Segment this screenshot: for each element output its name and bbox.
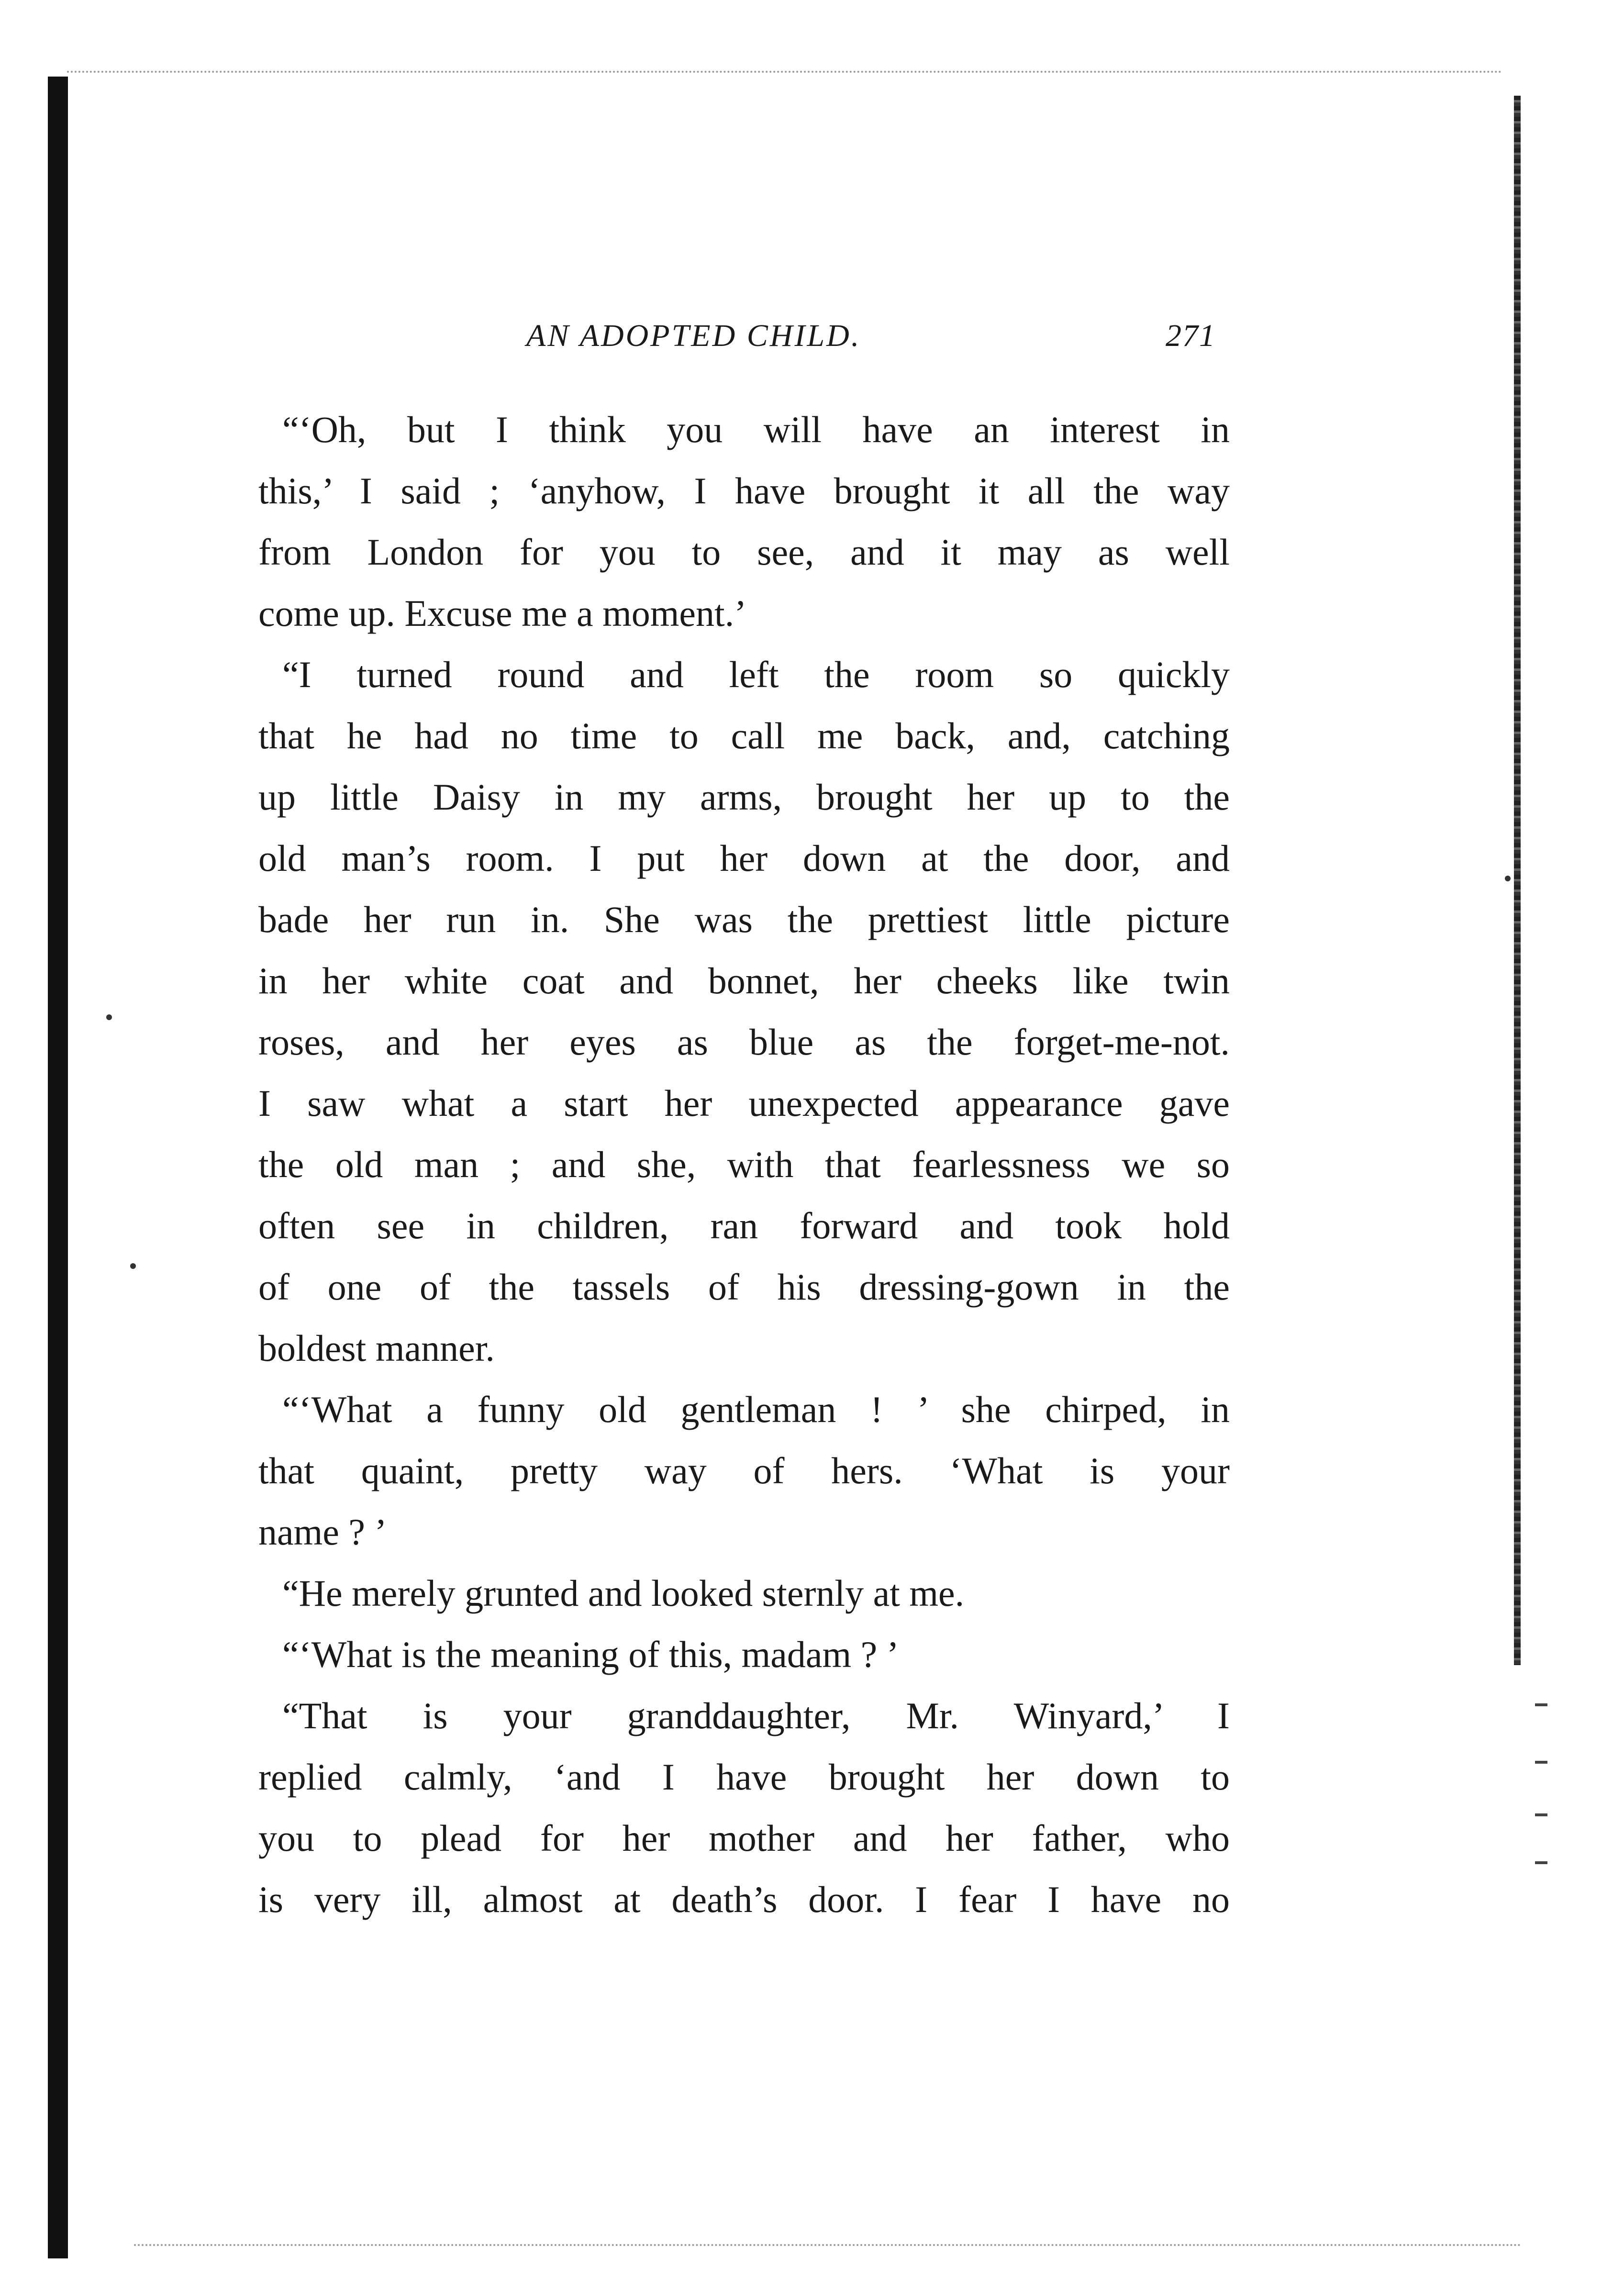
text-line: “‘What a funny old gentleman ! ’ she chirped, in xyxy=(282,1389,1230,1430)
text-line: that he had no time to call me back, and, catching xyxy=(258,715,1230,756)
text-line: “‘Oh, but I think you will have an interest in xyxy=(282,409,1230,450)
scan-speck xyxy=(130,1263,136,1269)
text-line: often see in children, ran forward and took hold xyxy=(258,1205,1230,1246)
body-text xyxy=(258,399,1230,1930)
text-line: come up. Excuse me a moment.’ xyxy=(258,592,747,634)
text-line: that quaint, pretty way of hers. ‘What is your xyxy=(258,1450,1230,1491)
page-number: 271 xyxy=(1166,318,1216,353)
text-line: replied calmly, ‘and I have brought her down to xyxy=(258,1756,1230,1798)
scan-speck xyxy=(1505,876,1511,881)
binding-edge xyxy=(48,77,68,2258)
text-line: “He merely grunted and looked sternly at me. xyxy=(282,1572,965,1614)
text-line: the old man ; and she, with that fearlessness we so xyxy=(258,1144,1230,1185)
text-line: from London for you to see, and it may as well xyxy=(258,531,1230,573)
text-line: boldest manner. xyxy=(258,1327,495,1369)
scan-speck xyxy=(106,1014,112,1020)
page-edge-shadow xyxy=(1514,96,1521,1665)
text-line: old man’s room. I put her down at the door, and xyxy=(258,837,1230,879)
text-line: of one of the tassels of his dressing-gown in the xyxy=(258,1266,1230,1308)
text-line: “I turned round and left the room so quickly xyxy=(282,654,1230,695)
running-head: AN ADOPTED CHILD. xyxy=(526,318,861,353)
text-line: I saw what a start her unexpected appearance gave xyxy=(258,1082,1230,1124)
bottom-scan-noise xyxy=(134,2244,1522,2246)
text-line: in her white coat and bonnet, her cheeks like twin xyxy=(258,960,1230,1001)
margin-marks xyxy=(1535,1703,1547,1876)
text-line: you to plead for her mother and her father, who xyxy=(258,1817,1230,1859)
text-line: is very ill, almost at death’s door. I fear I have no xyxy=(258,1879,1230,1920)
top-scan-noise xyxy=(67,71,1502,73)
text-line: name ? ’ xyxy=(258,1511,387,1553)
text-line: “‘What is the meaning of this, madam ? ’ xyxy=(282,1634,899,1675)
text-line: roses, and her eyes as blue as the forget-me-not. xyxy=(258,1021,1230,1063)
text-line: this,’ I said ; ‘anyhow, I have brought it all the way xyxy=(258,470,1230,511)
text-line: bade her run in. She was the prettiest little picture xyxy=(258,899,1230,940)
text-line: up little Daisy in my arms, brought her up to the xyxy=(258,776,1230,818)
text-line: “That is your granddaughter, Mr. Winyard,’ I xyxy=(282,1695,1230,1736)
